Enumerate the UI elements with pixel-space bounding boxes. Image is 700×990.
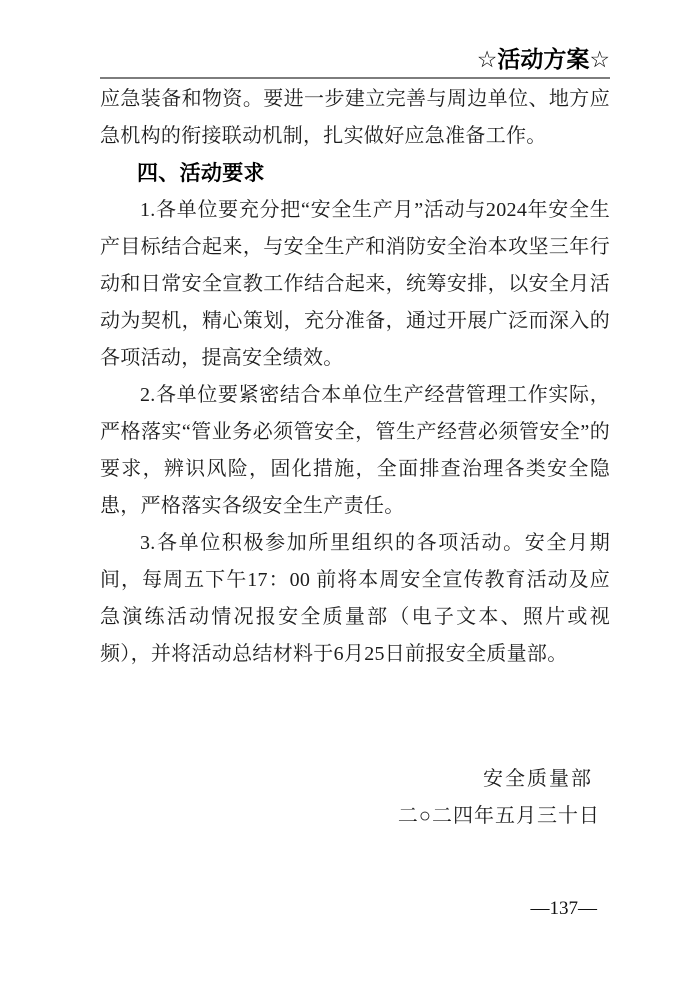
header-title: ☆活动方案☆ (476, 46, 610, 72)
page-number: —137— (530, 898, 597, 919)
header-rule (100, 77, 610, 79)
paragraph-3: 3.各单位积极参加所里组织的各项活动。安全月期间，每周五下午17：00 前将本周安全宣传教育活动及应急演练活动情况报安全质量部（电子文本、照片或视频），并将活动总结材料于6月25日前报安全质量部。 (100, 532, 610, 665)
paragraph-continuation: 应急装备和物资。要进一步建立完善与周边单位、地方应急机构的衔接联动机制，扎实做好应急准备工作。 (100, 88, 610, 147)
paragraph-1: 1.各单位要充分把“安全生产月”活动与2024年安全生产目标结合起来，与安全生产和消防安全治本攻坚三年行动和日常安全宣教工作结合起来，统筹安排，以安全月活动为契机，精心策划，充分准备，通过开展广泛而深入的各项活动，提高安全绩效。 (100, 199, 610, 369)
signature-block (100, 761, 610, 835)
signature-date: 二○二四年五月三十日 (397, 805, 600, 827)
paragraph-2: 2.各单位要紧密结合本单位生产经营管理工作实际，严格落实“管业务必须管安全，管生产经营必须管安全”的要求，辨识风险，固化措施，全面排查治理各类安全隐患，严格落实各级安全生产责任。 (100, 384, 610, 517)
content-column (100, 0, 610, 990)
signature-department: 安全质量部 (483, 768, 593, 790)
document-body (100, 81, 610, 673)
section-heading: 四、活动要求 (137, 162, 265, 185)
page-header (100, 44, 610, 74)
